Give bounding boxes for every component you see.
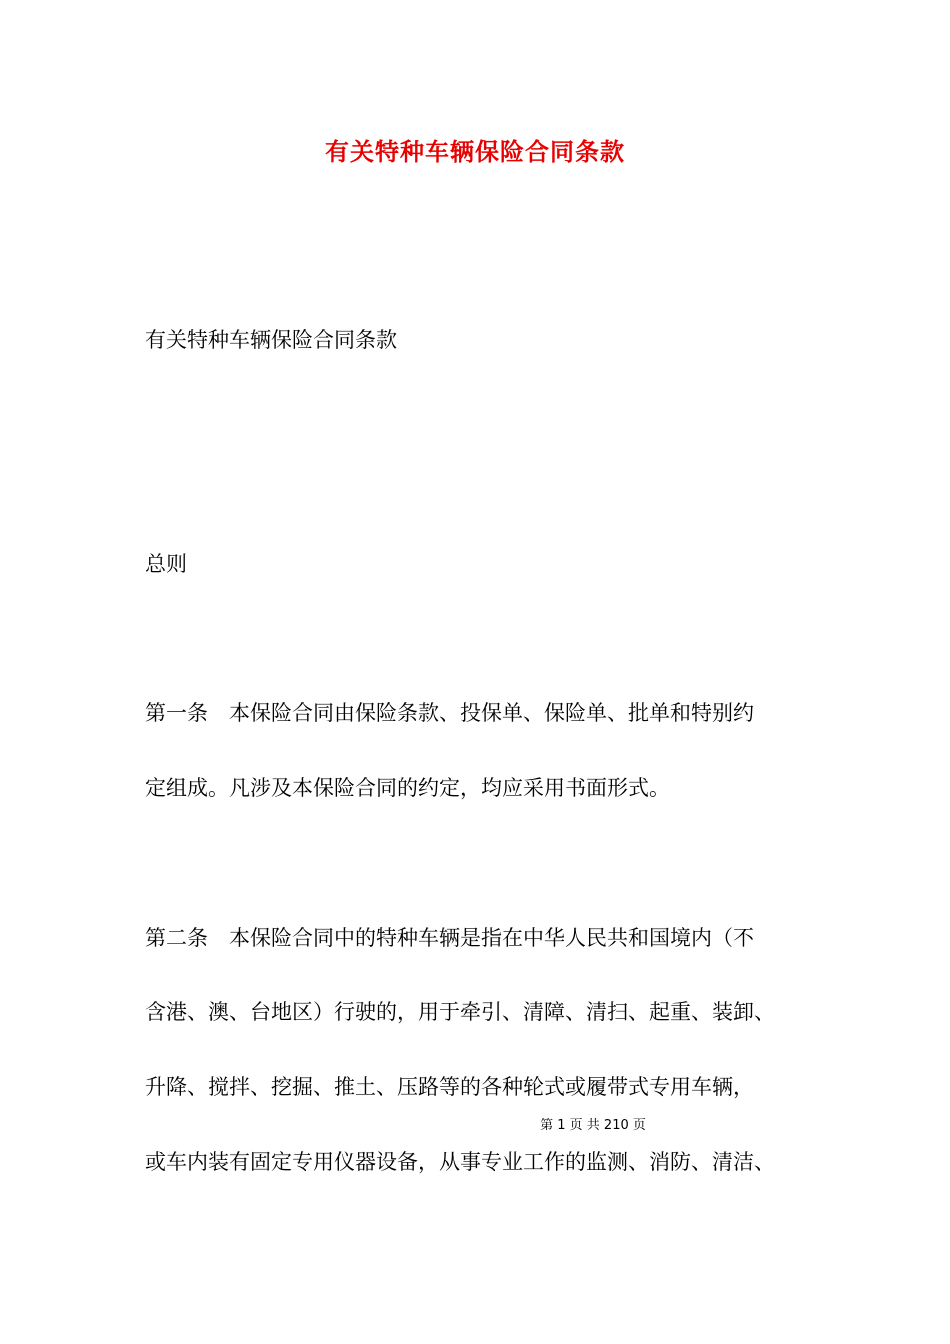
body-text-line: 第二条 本保险合同中的特种车辆是指在中华人民共和国境内（不 [145, 926, 754, 950]
section-heading: 总则 [145, 552, 187, 576]
body-text-line: 升降、搅拌、挖掘、推土、压路等的各种轮式或履带式专用车辆， [145, 1075, 754, 1099]
body-text-line: 含港、澳、台地区）行驶的，用于牵引、清障、清扫、起重、装卸、 [145, 1000, 775, 1024]
body-text-line: 第一条 本保险合同由保险条款、投保单、保险单、批单和特别约 [145, 701, 754, 725]
body-text-line: 或车内装有固定专用仪器设备，从事专业工作的监测、消防、清洁、 [145, 1150, 775, 1174]
body-text-line: 定组成。凡涉及本保险合同的约定，均应采用书面形式。 [145, 776, 670, 800]
body-text-line: 有关特种车辆保险合同条款 [145, 328, 397, 352]
document-title: 有关特种车辆保险合同条款 [325, 138, 625, 166]
page-number-footer: 第 1 页 共 210 页 [540, 1118, 646, 1133]
